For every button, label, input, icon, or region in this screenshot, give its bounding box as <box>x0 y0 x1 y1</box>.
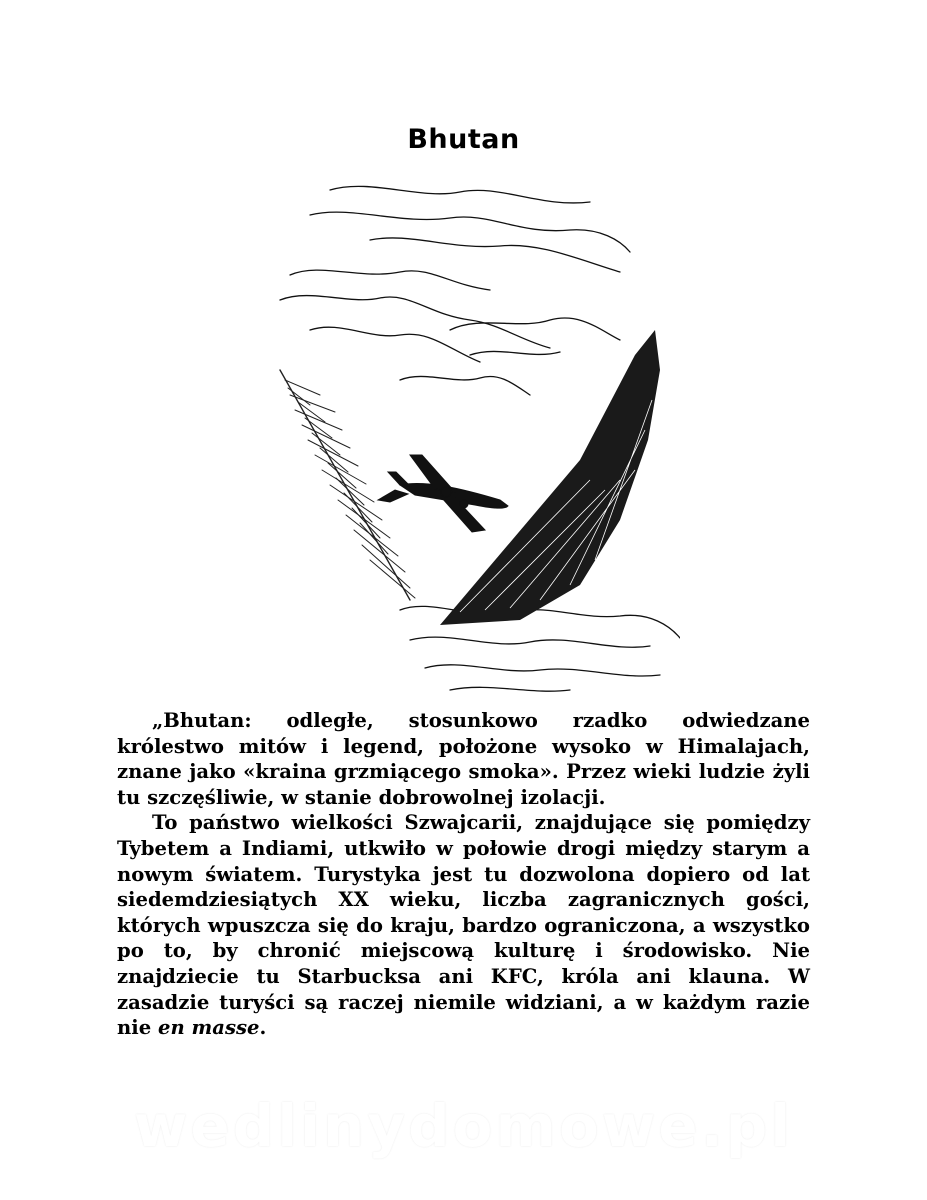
emphasis-text: en masse <box>157 1016 260 1040</box>
cloud-line <box>280 296 550 348</box>
body-text <box>117 708 810 1041</box>
cloud-line <box>400 606 680 638</box>
cloud-line <box>470 351 560 355</box>
left-slope <box>280 370 410 600</box>
airplane-mountain-illustration <box>250 180 680 700</box>
paragraph: „Bhutan: odległe, stosunkowo rzadko odwiedzane królestwo mitów i legend, położone wysoko w Himalajach, znane jako «kraina grzmiącego smoka». Przez wieki ludzie żyli tu szczęśliwie, w stanie dobrowolnej izolacji. <box>117 709 810 809</box>
cloud-line <box>425 665 660 676</box>
right-slope <box>440 330 660 625</box>
cloud-line <box>290 270 490 290</box>
watermark: wedlinydomowe.pl <box>133 1092 794 1160</box>
cloud-line <box>310 327 480 362</box>
page-title: Bhutan <box>407 124 520 156</box>
cloud-line <box>410 637 650 647</box>
cloud-line <box>330 186 590 203</box>
cloud-line <box>370 238 620 272</box>
cloud-line <box>450 687 570 691</box>
paragraph: To państwo wielkości Szwajcarii, znajdujące się pomiędzy Tybetem a Indiami, utkwiło w połowie drogi między starym a nowym światem. Turystyka jest tu dozwolona dopiero od lat siedemdziesiątych XX wieku, liczba zagranicznych gości, których wpuszcza się do kraju, bardzo ograniczona, a wszystko po to, by chronić miejscową kulturę i środowisko. Nie znajdziecie tu Starbucksa ani KFC, króla ani klauna. W zasadzie turyści są raczej niemile widziani, a w każdym razie nie en masse. <box>117 811 810 1040</box>
airplane-icon <box>378 455 508 532</box>
cloud-line <box>400 376 530 395</box>
